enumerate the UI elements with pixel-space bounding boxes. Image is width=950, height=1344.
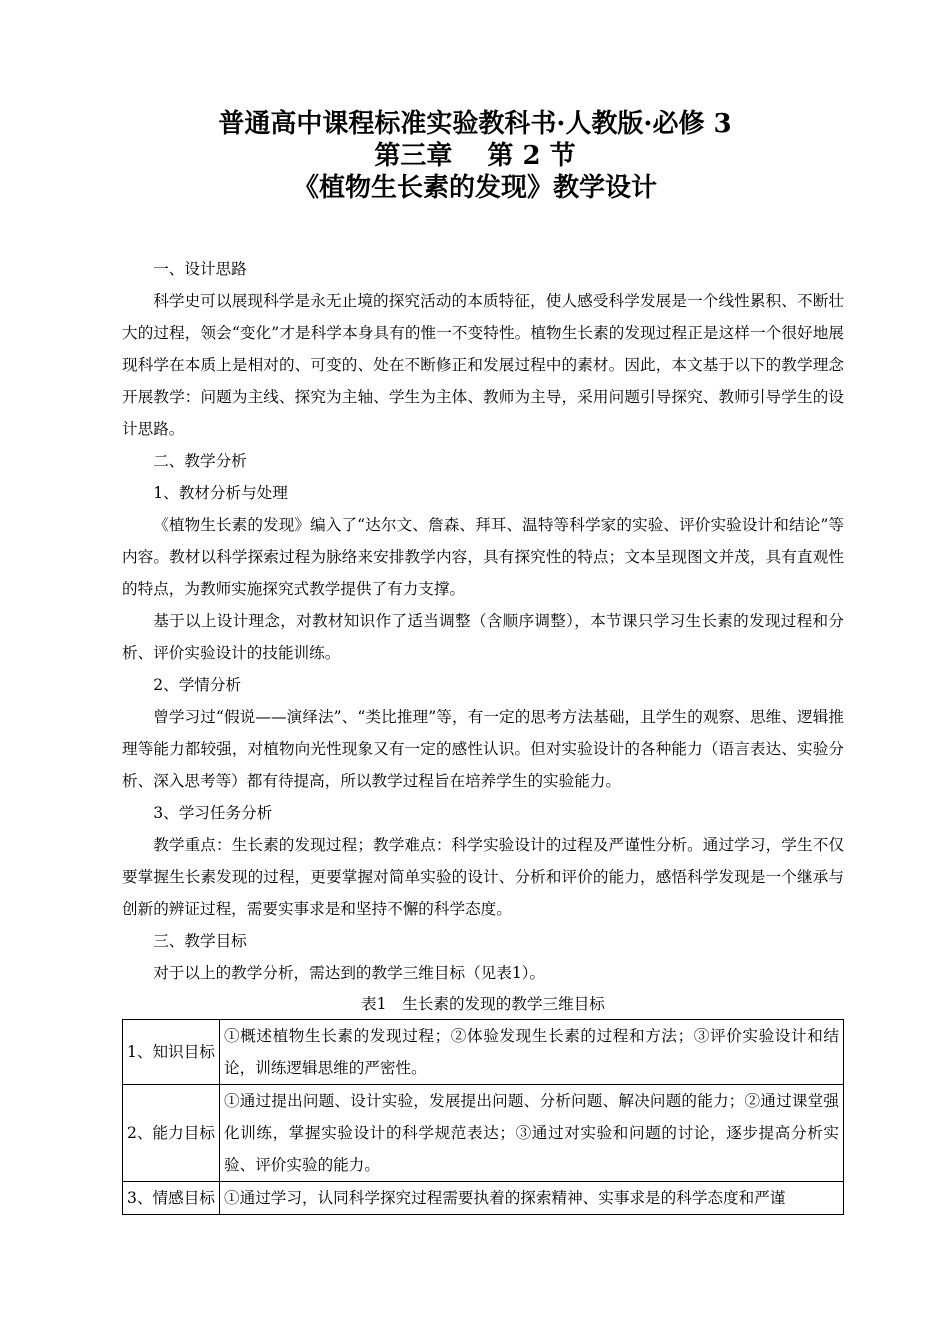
goal-paragraph: 对于以上的教学分析，需达到的教学三维目标（见表1）。 [153, 964, 546, 982]
chapter-title: 第三章 第 2 节 [374, 141, 576, 171]
title-block [0, 108, 950, 204]
goal-heading: 三、教学目标 [153, 932, 247, 950]
lesson-title: 《植物生长素的发现》教学设计 [292, 173, 657, 203]
goals-table [122, 1019, 844, 1215]
row-text: ①概述植物生长素的发现过程；②体验发现生长素的过程和方法；③评价实验设计和结论，训练逻辑思维的严密性。 [220, 1020, 844, 1085]
document-body [122, 253, 844, 1215]
table-row [123, 1085, 844, 1182]
material-paragraph-2: 基于以上设计理念，对教材知识作了适当调整（含顺序调整），本节课只学习生长素的发现过程和分析、评价实验设计的技能训练。 [122, 612, 844, 662]
row-label: 1、知识目标 [123, 1020, 220, 1085]
row-label: 2、能力目标 [123, 1085, 220, 1182]
task-heading: 3、学习任务分析 [153, 804, 273, 822]
task-paragraph: 教学重点：生长素的发现过程；教学难点：科学实验设计的过程及严谨性分析。通过学习，学生不仅要掌握生长素发现的过程，更要掌握对简单实验的设计、分析和评价的能力，感悟科学发现是一个继承与创新的辨证过程，需要实事求是和坚持不懈的科学态度。 [122, 836, 844, 918]
row-text: ①通过学习，认同科学探究过程需要执着的探索精神、实事求是的科学态度和严谨 [220, 1182, 844, 1215]
table-row [123, 1020, 844, 1085]
table-caption: 表1 生长素的发现的教学三维目标 [361, 995, 605, 1013]
student-heading: 2、学情分析 [153, 676, 242, 694]
textbook-title: 普通高中课程标准实验教科书·人教版·必修 3 [218, 109, 732, 139]
analysis-heading: 二、教学分析 [153, 452, 247, 470]
material-paragraph-1: 《植物生长素的发现》编入了“达尔文、詹森、拜耳、温特等科学家的实验、评价实验设计和结论”等内容。教材以科学探索过程为脉络来安排教学内容，具有探究性的特点；文本呈现图文并茂，具有直观性的特点，为教师实施探究式教学提供了有力支撑。 [122, 516, 844, 598]
row-label: 3、情感目标 [123, 1182, 220, 1215]
design-heading: 一、设计思路 [153, 260, 247, 278]
student-paragraph: 曾学习过“假说——演绎法”、“类比推理”等，有一定的思考方法基础，且学生的观察、思维、逻辑推理等能力都较强，对植物向光性现象又有一定的感性认识。但对实验设计的各种能力（语言表达、实验分析、深入思考等）都有待提高，所以教学过程旨在培养学生的实验能力。 [122, 708, 844, 790]
row-text: ①通过提出问题、设计实验，发展提出问题、分析问题、解决问题的能力；②通过课堂强化训练，掌握实验设计的科学规范表达；③通过对实验和问题的讨论，逐步提高分析实验、评价实验的能力。 [220, 1085, 844, 1182]
design-paragraph: 科学史可以展现科学是永无止境的探究活动的本质特征，使人感受科学发展是一个线性累积、不断壮大的过程，领会“变化”才是科学本身具有的惟一不变特性。植物生长素的发现过程正是这样一个很好地展现科学在本质上是相对的、可变的、处在不断修正和发展过程中的素材。因此，本文基于以下的教学理念开展教学：问题为主线、探究为主轴、学生为主体、教师为主导，采用问题引导探究、教师引导学生的设计思路。 [122, 292, 844, 438]
table-row [123, 1182, 844, 1215]
material-heading: 1、教材分析与处理 [153, 484, 288, 502]
